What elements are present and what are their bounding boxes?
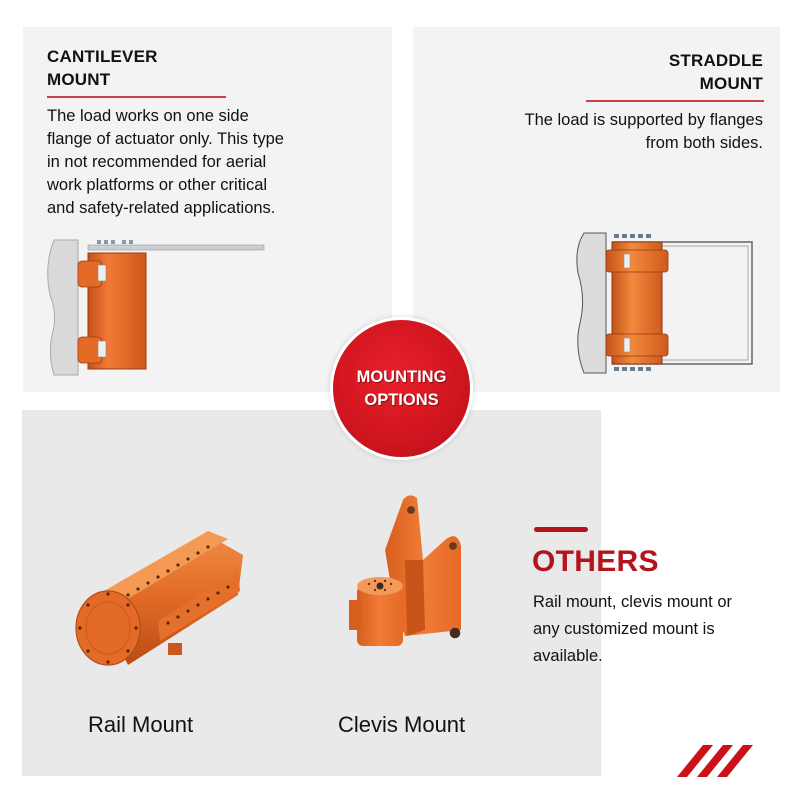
brand-slashes-icon: [675, 743, 765, 779]
desc-line: work platforms or other critical: [47, 176, 268, 194]
desc-line: flange of actuator only. This type: [47, 130, 284, 148]
cantilever-title: [47, 45, 158, 91]
others-description: [533, 589, 793, 670]
straddle-title-line1: STRADDLE: [668, 51, 763, 70]
desc-line: in not recommended for aerial: [47, 153, 267, 171]
cantilever-divider: [47, 96, 226, 98]
clevis-mount-image: [345, 490, 475, 660]
badge-line2: OPTIONS: [364, 390, 439, 409]
cantilever-description: [47, 105, 347, 220]
straddle-description: [443, 109, 763, 155]
straddle-title: [669, 49, 763, 95]
desc-line: any customized mount is: [533, 620, 715, 638]
others-title: OTHERS: [532, 545, 659, 578]
cantilever-title-line2: MOUNT: [47, 70, 111, 89]
others-accent-bar: [534, 527, 588, 532]
straddle-divider: [586, 100, 764, 102]
cantilever-diagram: [40, 235, 270, 385]
desc-line: Rail mount, clevis mount or: [533, 593, 732, 611]
cantilever-title-line1: CANTILEVER: [47, 47, 158, 66]
desc-line: The load works on one side: [47, 107, 249, 125]
rail-mount-image: [68, 525, 253, 675]
mounting-options-badge: [330, 317, 473, 460]
desc-line: The load is supported by flanges: [524, 111, 763, 129]
clevis-mount-caption: Clevis Mount: [338, 712, 466, 737]
desc-line: from both sides.: [645, 134, 763, 152]
badge-line1: MOUNTING: [356, 367, 447, 386]
straddle-diagram: [568, 228, 758, 378]
desc-line: and safety-related applications.: [47, 199, 276, 217]
rail-mount-caption: Rail Mount: [88, 712, 194, 737]
straddle-title-line2: MOUNT: [699, 74, 763, 93]
desc-line: available.: [533, 647, 603, 665]
